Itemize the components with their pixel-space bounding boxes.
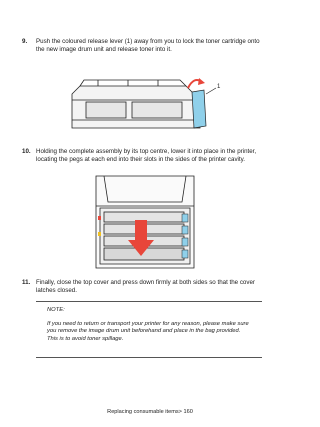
lever-blue (182, 250, 188, 258)
step-11 (22, 279, 262, 296)
note-text: If you need to return or transport your printer for any reason, please make sure you remove the image drum unit beforehand and place in the bag provided. This is to avoid toner spillage. (47, 321, 249, 342)
step-number: 9. (22, 38, 28, 45)
note-top-rule (36, 301, 262, 302)
step-9 (22, 38, 262, 55)
lever-blue (182, 226, 188, 234)
page-footer: Replacing consumable items> 160 (107, 409, 193, 415)
note-bottom-rule (36, 357, 262, 358)
note-label: NOTE: (47, 307, 65, 313)
lever-blue (182, 238, 188, 246)
printer-cavity-illustration (90, 172, 200, 272)
lever-blue (182, 214, 188, 222)
step-number: 10. (22, 148, 31, 155)
step-number: 11. (22, 279, 31, 286)
drum-unit-illustration (68, 70, 228, 140)
step-text: Finally, close the top cover and press down firmly at both sides so that the cover latches closed. (36, 279, 255, 295)
release-lever (192, 90, 206, 128)
step-text: Holding the complete assembly by its top centre, lower it into place in the printer, locating the pegs at each end into their slots in the sides of the printer cavity. (36, 148, 257, 164)
step-text: Push the coloured release lever (1) away from you to lock the toner cartridge onto the new image drum unit and release toner into it. (36, 38, 260, 54)
step-10 (22, 148, 262, 165)
callout-label: 1 (217, 84, 221, 90)
